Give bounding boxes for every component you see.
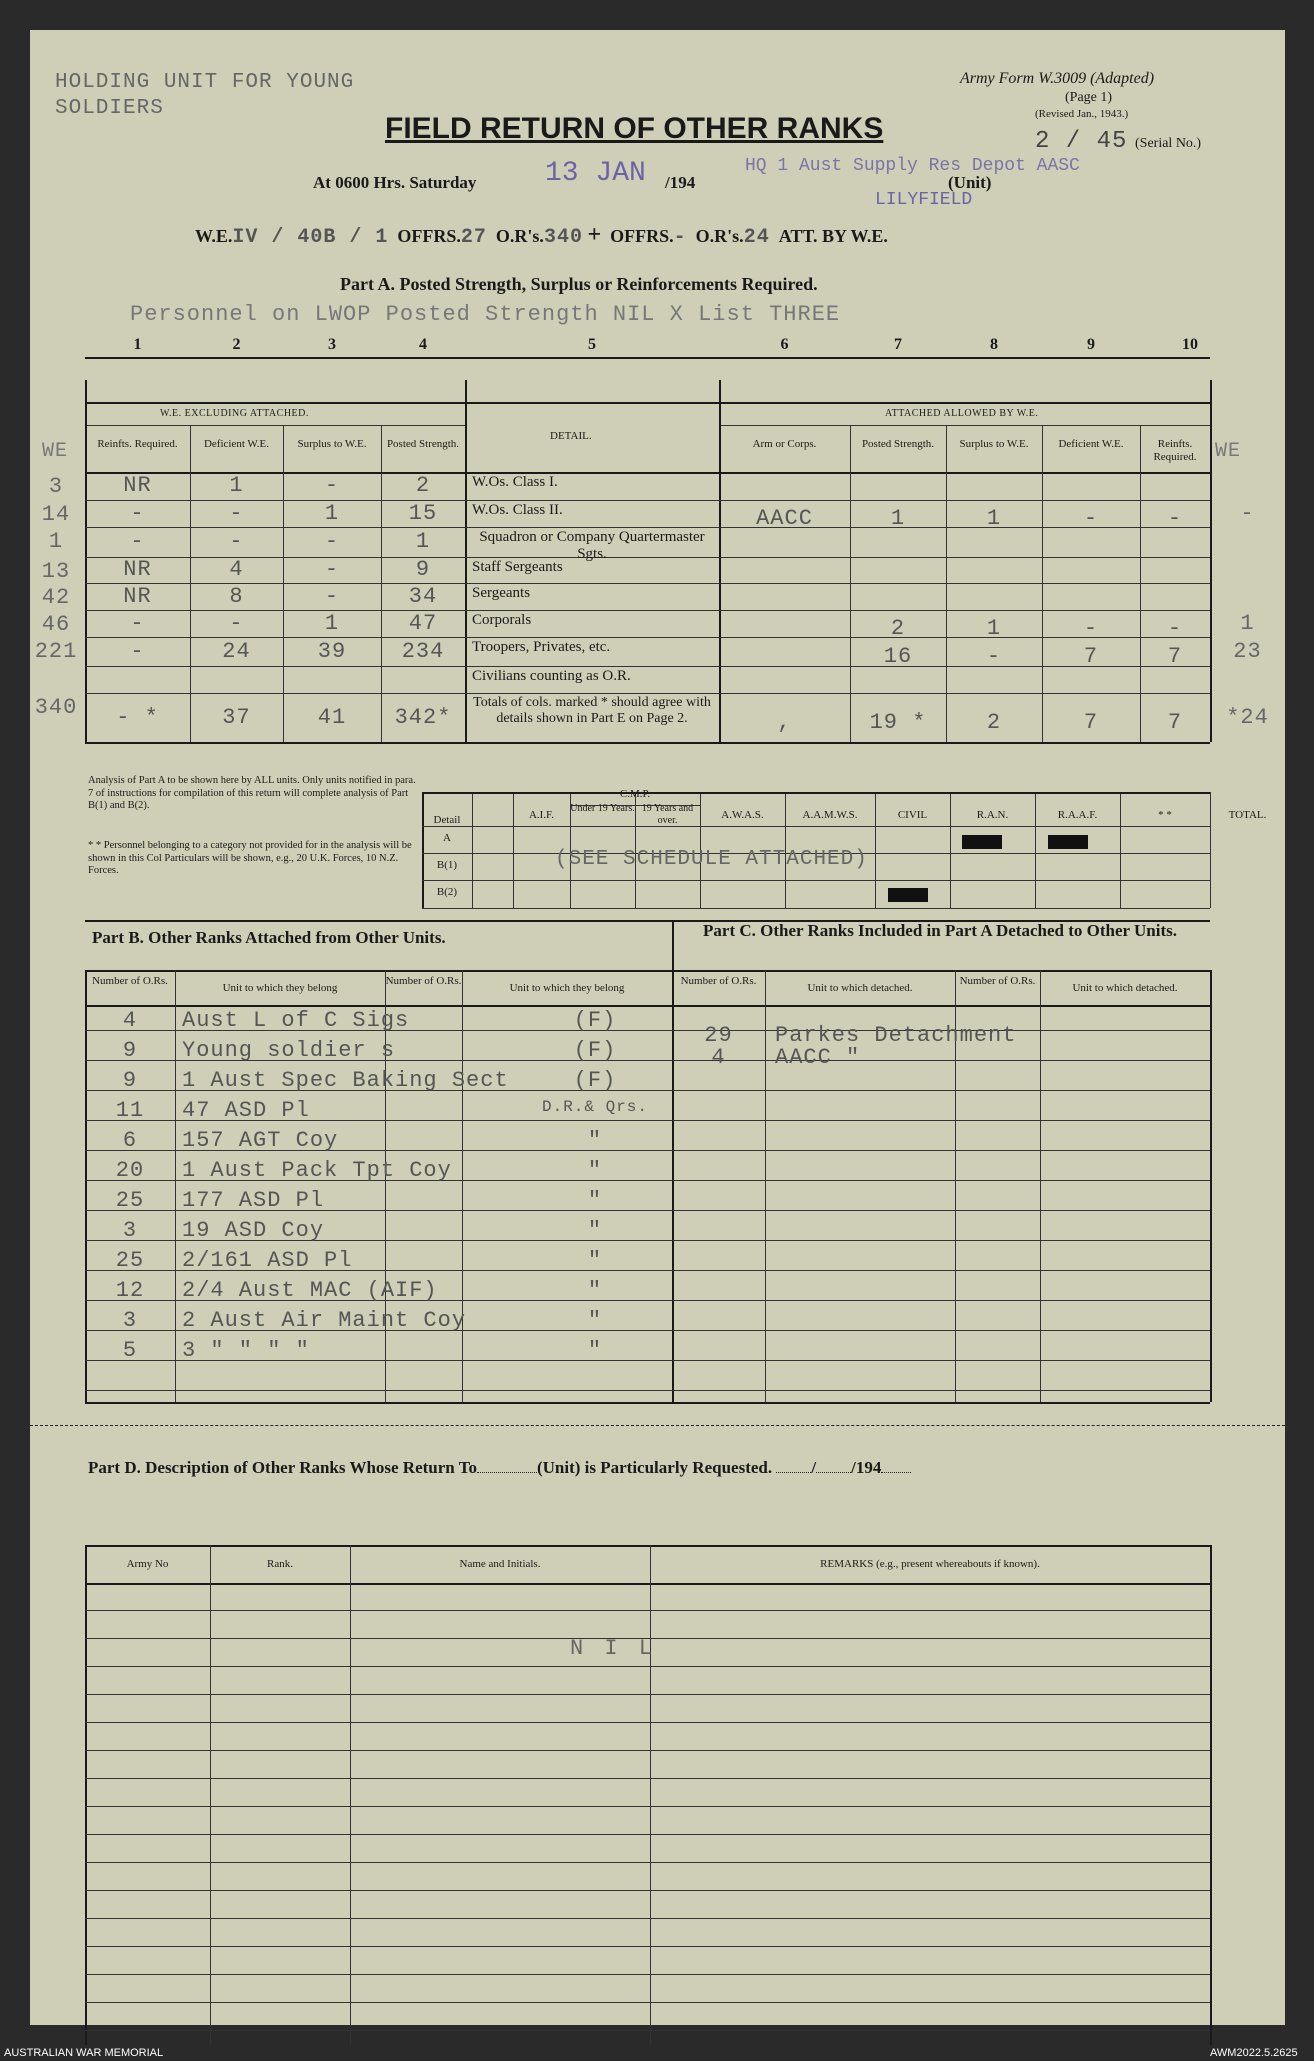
we-right-value: *24 [1226, 704, 1269, 730]
cell-value: - [229, 610, 244, 636]
part-b-unit: 2/161 ASD Pl [182, 1248, 353, 1273]
part-b-tag: " [587, 1188, 603, 1213]
part-c-count: 29 [704, 1023, 733, 1048]
cell-value: - [130, 638, 145, 664]
cell-value: - [324, 473, 340, 498]
part-b-unit: 2/4 Aust MAC (AIF) [182, 1278, 438, 1303]
part-b-tag: (F) [573, 1008, 617, 1033]
part-b-unit: 1 Aust Pack Tpt Coy [182, 1158, 452, 1183]
cell-value: 7 [1083, 643, 1099, 669]
column-number: 5 [588, 336, 596, 353]
column-number: 2 [232, 336, 241, 353]
part-c-unit: Parkes Detachment [775, 1023, 1017, 1048]
cell-value: 1 [986, 615, 1002, 641]
row-line [85, 2002, 1210, 2003]
cell-value: 9 [415, 557, 431, 582]
analysis-head: A.W.A.S. [721, 809, 764, 821]
we-right-value: - [1240, 500, 1255, 526]
cell-value: 234 [401, 638, 445, 664]
grid-line [765, 970, 766, 1402]
cell-value: 342* [394, 704, 452, 730]
analysis-note-2: * * Personnel belonging to a category not provided for in the analysis will be shown in this Col Particulars will be shown, e.g., 20 U.K. Forces, 10 N.Z. Forces. [88, 840, 412, 876]
analysis-head: A.I.F. [528, 809, 555, 821]
part-b-unit: 3 " " " " [182, 1338, 310, 1363]
part-c-count: 4 [711, 1045, 726, 1070]
part-b-count: 9 [122, 1038, 138, 1063]
cell-value: 1 [229, 473, 244, 498]
cell-value: 41 [317, 704, 347, 730]
footer-left: AUSTRALIAN WAR MEMORIAL [4, 2047, 164, 2059]
redaction-block [1048, 835, 1088, 849]
row-line [85, 1583, 1210, 1585]
cell-value: AACC [756, 505, 813, 531]
grid-line [1210, 380, 1212, 742]
analysis-head: R.A.A.F. [1057, 809, 1098, 821]
unit-stamp-2: LILYFIELD [875, 190, 973, 210]
part-b-unit: 47 ASD Pl [182, 1098, 310, 1123]
we-line: W.E.IV / 40B / 1 OFFRS.27 O.R's.340 + OFFRS.- O.R's.24 ATT. BY W.E. [195, 222, 888, 249]
row-detail: Staff Sergeants [472, 559, 563, 575]
grid-line [350, 1545, 351, 2045]
part-b-unit: 177 ASD Pl [182, 1188, 325, 1213]
analysis-head: TOTAL. [1228, 809, 1267, 821]
part-b-head: Number of O.Rs. [385, 975, 462, 987]
redaction-block [962, 835, 1002, 849]
part-b-tag: " [587, 1278, 603, 1303]
row-line [85, 1834, 1210, 1835]
part-b-count: 25 [115, 1248, 145, 1273]
unit-stamp-1: HQ 1 Aust Supply Res Depot AASC [745, 156, 1080, 176]
cell-value: - [324, 583, 340, 609]
part-c-head: Number of O.Rs. [680, 975, 757, 987]
cell-value: 19 * [869, 709, 927, 735]
column-subhead: Posted Strength. [861, 438, 935, 450]
part-b-tag: (F) [573, 1038, 617, 1063]
row-detail: Troopers, Privates, etc. [472, 639, 611, 655]
analysis-head: C.M.P. [619, 788, 651, 800]
row-line [85, 1862, 1210, 1863]
row-line [85, 1402, 1210, 1404]
column-subhead: Arm or Corps. [752, 438, 817, 450]
detail-label: DETAIL. [550, 430, 592, 442]
column-subhead: Posted Strength. [386, 438, 460, 450]
year-field: /194 [665, 173, 696, 192]
row-line [85, 1918, 1210, 1919]
column-subhead: Deficient W.E. [1058, 438, 1124, 450]
part-c-unit: AACC " [775, 1045, 861, 1070]
part-d-head: Rank. [267, 1558, 293, 1570]
column-subhead: Deficient W.E. [203, 438, 270, 450]
cell-value: 1 [986, 505, 1002, 531]
grid-line [472, 792, 473, 908]
cell-value: 7 [1167, 643, 1183, 669]
column-number: 9 [1087, 336, 1095, 353]
we-right-value: 23 [1233, 638, 1262, 664]
row-line [85, 1610, 1210, 1611]
cell-value: - [229, 500, 244, 526]
row-line [85, 1666, 1210, 1667]
redaction-block [888, 888, 928, 902]
part-b-tag: " [587, 1308, 603, 1333]
cell-value: 39 [317, 638, 347, 664]
cell-value: - * [116, 704, 159, 730]
grid-line [719, 380, 721, 742]
cell-value: - [324, 557, 340, 582]
column-number: 10 [1182, 336, 1198, 353]
we-value: 13 [41, 559, 71, 584]
we-value: 1 [48, 529, 64, 554]
row-line [85, 1890, 1210, 1891]
analysis-row-label: B(1) [436, 859, 458, 871]
column-subhead: Surplus to W.E. [297, 438, 367, 450]
column-subhead: Reinfts. Required. [1153, 438, 1197, 463]
cell-value: - [1167, 615, 1183, 641]
analysis-note-1: Analysis of Part A to be shown here by ALL units. Only units notified in para. 7 of instructions for compilation of this return will complete analysis of Part B(1) and B(2). [88, 775, 416, 811]
cell-value: 1 [324, 500, 340, 526]
part-b-count: 11 [115, 1098, 145, 1123]
we-value: 221 [34, 639, 78, 664]
part-d-head: REMARKS (e.g., present whereabouts if known). [820, 1558, 1040, 1570]
column-number: 4 [419, 336, 427, 353]
part-d-nil: N I L [570, 1636, 657, 1661]
column-number: 3 [328, 336, 336, 353]
part-b-count: 20 [115, 1158, 145, 1183]
grid-line [465, 380, 467, 742]
part-b-tag: (F) [573, 1068, 617, 1093]
part-b-tag: " [587, 1128, 603, 1153]
we-right-value: 1 [1240, 610, 1255, 636]
analysis-row-label: A [443, 832, 451, 844]
row-detail: W.Os. Class I. [472, 474, 558, 490]
cell-value: 2 [415, 473, 431, 498]
part-b-tag: " [587, 1218, 603, 1243]
analysis-head: Detail [433, 814, 461, 826]
analysis-head: A.A.M.W.S. [802, 809, 858, 821]
cell-value: - [130, 610, 145, 636]
we-left-label: WE [42, 440, 69, 463]
cell-value: 34 [408, 583, 438, 609]
part-b-tag: " [587, 1338, 603, 1363]
row-line [85, 1806, 1210, 1807]
cell-value: 2 [986, 709, 1002, 735]
row-detail: Sergeants [472, 585, 531, 601]
row-line [85, 1974, 1210, 1975]
part-b-tag: " [587, 1248, 603, 1273]
row-detail: Corporals [472, 612, 532, 628]
part-b-count: 3 [122, 1308, 138, 1333]
we-value: 340 [34, 695, 78, 720]
grid-line [650, 1545, 651, 2045]
cell-value: 37 [222, 704, 251, 730]
part-b-head: Number of O.Rs. [92, 975, 168, 987]
row-line [85, 1694, 1210, 1695]
we-excluding-label: W.E. EXCLUDING ATTACHED. [160, 408, 309, 419]
unit-typed: HOLDING UNIT FOR YOUNG SOLDIERS [55, 71, 355, 120]
cell-value: NR [123, 583, 152, 609]
part-b-title: Part B. Other Ranks Attached from Other Units. [92, 928, 446, 947]
part-b-count: 3 [122, 1218, 138, 1243]
part-b-unit: Aust L of C Sigs [182, 1008, 410, 1033]
attached-allowed-label: ATTACHED ALLOWED BY W.E. [885, 408, 1039, 419]
analysis-head: CIVIL [897, 809, 928, 821]
form-title: FIELD RETURN OF OTHER RANKS [385, 112, 884, 145]
cell-value: 2 [890, 615, 906, 641]
analysis-head: * * [1158, 809, 1172, 821]
row-line [85, 1946, 1210, 1947]
analysis-row-label: B(2) [436, 886, 458, 898]
part-d-head: Name and Initials. [459, 1558, 541, 1570]
cell-value: 15 [408, 500, 438, 526]
cell-value: - [324, 529, 340, 554]
row-line [422, 792, 1210, 794]
grid-line [1210, 970, 1212, 1402]
cell-value: 24 [222, 638, 251, 664]
column-number: 1 [133, 336, 142, 353]
column-number: 6 [780, 336, 789, 353]
part-c-title: Part C. Other Ranks Included in Part A Detached to Other Units. [703, 921, 1177, 940]
row-line [85, 693, 1210, 694]
cell-value: - [229, 529, 244, 554]
cell-value: NR [123, 557, 152, 582]
serial-value: 2 / 45 [1035, 128, 1128, 155]
we-value: 46 [41, 612, 71, 637]
row-line [85, 1722, 1210, 1723]
row-line [85, 1545, 1210, 1547]
part-b-count: 25 [115, 1188, 145, 1213]
part-b-head: Unit to which they belong [509, 982, 625, 994]
analysis-head: 19 Years and over. [641, 803, 694, 826]
part-a-typed-note: Personnel on LWOP Posted Strength NIL X List THREE [130, 302, 841, 327]
form-sheet [30, 30, 1285, 2025]
row-detail: W.Os. Class II. [472, 502, 563, 518]
row-line [85, 1750, 1210, 1751]
column-number: 8 [990, 336, 998, 353]
analysis-head: Under 19 Years. [570, 803, 635, 814]
row-line [85, 970, 1210, 972]
cell-value: - [1083, 615, 1099, 641]
cell-value: 1 [890, 505, 906, 531]
row-line [85, 1390, 1210, 1391]
part-b-unit: 1 Aust Spec Baking Sect [182, 1068, 509, 1093]
cell-value: 47 [408, 610, 438, 636]
row-detail: Squadron or Company Quartermaster Sgts. [479, 529, 705, 562]
row-line [85, 2030, 1210, 2031]
cell-value: - [130, 529, 145, 554]
part-c-head: Unit to which detached. [807, 982, 913, 994]
at-line: At 0600 Hrs. Saturday [313, 173, 477, 192]
part-d-title: Part D. Description of Other Ranks Whose Return To (Unit) is Particularly Requested. / /194 [88, 1458, 911, 1478]
cell-value: - [1167, 505, 1183, 531]
part-b-count: 6 [122, 1128, 138, 1153]
schedule-note: (SEE SCHEDULE ATTACHED) [555, 848, 868, 871]
cell-value: 7 [1083, 709, 1099, 735]
row-line [422, 826, 1210, 827]
part-d-head: Army No [126, 1558, 169, 1570]
part-b-count: 4 [122, 1008, 138, 1033]
we-value: 14 [41, 502, 71, 527]
serial-label: (Serial No.) [1135, 136, 1202, 151]
row-detail: Totals of cols. marked * should agree with details shown in Part E on Page 2. [473, 695, 711, 726]
cell-value: 4 [229, 557, 244, 582]
footer-right: AWM2022.5.2625 [1210, 2047, 1298, 2059]
cell-value: 1 [324, 610, 340, 636]
cell-value: - [986, 643, 1002, 669]
part-b-unit: Young soldier s [182, 1038, 396, 1063]
date-stamp: 13 JAN [545, 158, 646, 189]
part-b-unit: 157 AGT Coy [182, 1128, 339, 1153]
unit-label: (Unit) [948, 173, 992, 192]
part-c-head: Unit to which detached. [1072, 982, 1178, 994]
grid-line [210, 1545, 211, 2045]
cell-value: 8 [229, 583, 244, 609]
part-b-count: 9 [122, 1068, 138, 1093]
part-b-unit: 19 ASD Coy [182, 1218, 325, 1243]
column-subhead: Surplus to W.E. [959, 438, 1029, 450]
part-b-count: 5 [122, 1338, 138, 1363]
cell-value: - [1083, 505, 1099, 531]
part-b-tag: D.R.& Qrs. [541, 1098, 648, 1116]
row-line [422, 880, 1210, 881]
cell-value: NR [123, 473, 152, 498]
form-page: (Page 1) [1065, 90, 1113, 105]
column-number: 7 [894, 336, 902, 353]
part-b-unit: 2 Aust Air Maint Coy [182, 1308, 467, 1333]
grid-line [85, 1545, 87, 2045]
row-line [422, 908, 1210, 909]
part-c-head: Number of O.Rs. [959, 975, 1036, 987]
grid-line [1210, 1545, 1212, 2045]
we-right-label: WE [1215, 440, 1242, 463]
cell-value: - [130, 500, 145, 526]
form-name: Army Form W.3009 (Adapted) [960, 70, 1155, 87]
column-subhead: Reinfts. Required. [97, 438, 178, 450]
part-b-tag: " [587, 1158, 603, 1183]
part-a-title: Part A. Posted Strength, Surplus or Reinforcements Required. [340, 274, 818, 294]
row-detail: Civilians counting as O.R. [472, 668, 631, 684]
part-b-head: Unit to which they belong [222, 982, 338, 994]
cell-value: 7 [1167, 709, 1183, 735]
form-revised: (Revised Jan., 1943.) [1035, 108, 1129, 120]
row-line [85, 1005, 1210, 1007]
cell-value: 16 [883, 643, 913, 669]
row-line [85, 742, 1210, 744]
part-b-count: 12 [115, 1278, 145, 1303]
analysis-head: R.A.N. [976, 809, 1009, 821]
cell-value: 1 [415, 529, 431, 554]
we-value: 42 [41, 585, 71, 610]
we-value: 3 [48, 474, 64, 499]
row-line [85, 1778, 1210, 1779]
cell-value: , [777, 709, 792, 735]
grid-line [175, 970, 176, 1402]
